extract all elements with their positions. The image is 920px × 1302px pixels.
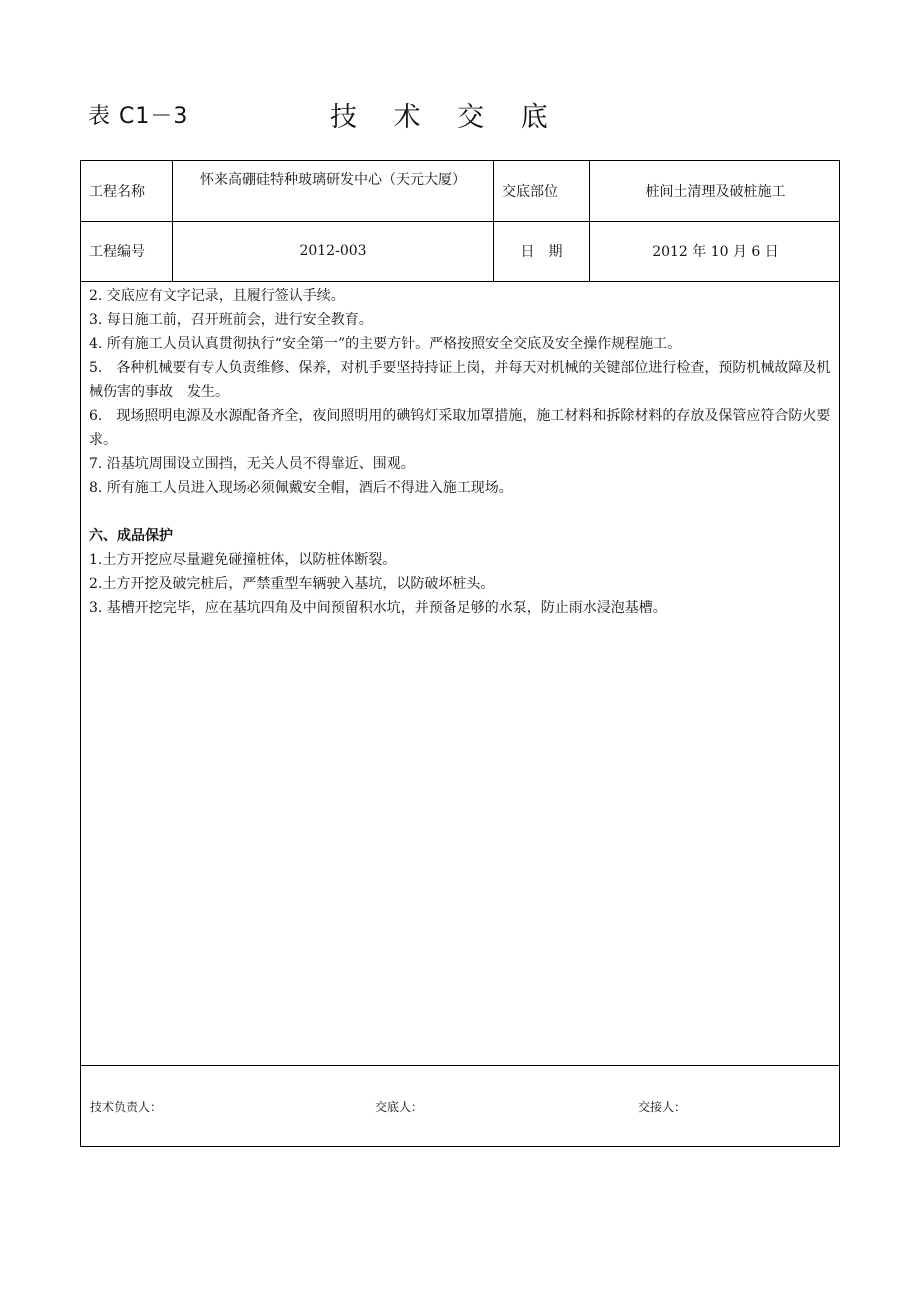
row-divider: [81, 281, 839, 282]
document-title: 技 术 交 底: [330, 102, 562, 133]
tech-lead-signature-label: 技术负责人：: [90, 1100, 163, 1114]
row-divider: [81, 1065, 839, 1066]
paragraph-spacer: [89, 500, 833, 524]
project-name-label: 工程名称: [89, 184, 145, 200]
safety-item: 3. 每日施工前，召开班前会，进行安全教育。: [89, 312, 373, 328]
location-label: 交底部位: [502, 184, 558, 200]
safety-item: 7. 沿基坑周围设立围挡，无关人员不得靠近、围观。: [89, 456, 415, 472]
safety-item: 2. 交底应有文字记录，且履行签认手续。: [89, 288, 345, 304]
disclosure-content: [89, 284, 833, 620]
protection-heading: 六、成品保护: [89, 528, 173, 544]
location-value: 桩间土清理及破桩施工: [645, 184, 786, 200]
project-name-value: 怀来高硼硅特种玻璃研发中心（天元大厦）: [200, 172, 466, 188]
protection-item: 1.土方开挖应尽量避免碰撞桩体，以防桩体断裂。: [89, 552, 397, 568]
receiver-signature-label: 交接人：: [638, 1100, 687, 1114]
date-label: 日 期: [520, 244, 563, 260]
project-number-label: 工程编号: [89, 244, 145, 260]
discloser-signature-label: 交底人：: [375, 1100, 424, 1114]
form-code: 表 C1－3: [88, 104, 189, 129]
safety-item: 8. 所有施工人员进入现场必须佩戴安全帽，酒后不得进入施工现场。: [89, 480, 513, 496]
safety-item: 5. 各种机械要有专人负责维修、保养，对机手要坚持持证上岗，并每天对机械的关键部位进行检查，预防机械故障及机械伤害的事故 发生。: [89, 360, 831, 400]
project-number-value: 2012-003: [299, 243, 367, 259]
protection-item: 3. 基槽开挖完毕，应在基坑四角及中间预留积水坑，并预备足够的水泵，防止雨水浸泡基槽。: [89, 600, 667, 616]
disclosure-form: [80, 160, 840, 1147]
safety-item: 4. 所有施工人员认真贯彻执行“安全第一”的主要方针。严格按照安全交底及安全操作规程施工。: [89, 336, 682, 352]
protection-item: 2.土方开挖及破完桩后，严禁重型车辆驶入基坑，以防破坏桩头。: [89, 576, 495, 592]
safety-item: 6. 现场照明电源及水源配备齐全，夜间照明用的碘钨灯采取加罩措施，施工材料和拆除材料的存放及保管应符合防火要求。: [89, 408, 831, 448]
date-value: 2012 年 10 月 6 日: [652, 244, 779, 260]
